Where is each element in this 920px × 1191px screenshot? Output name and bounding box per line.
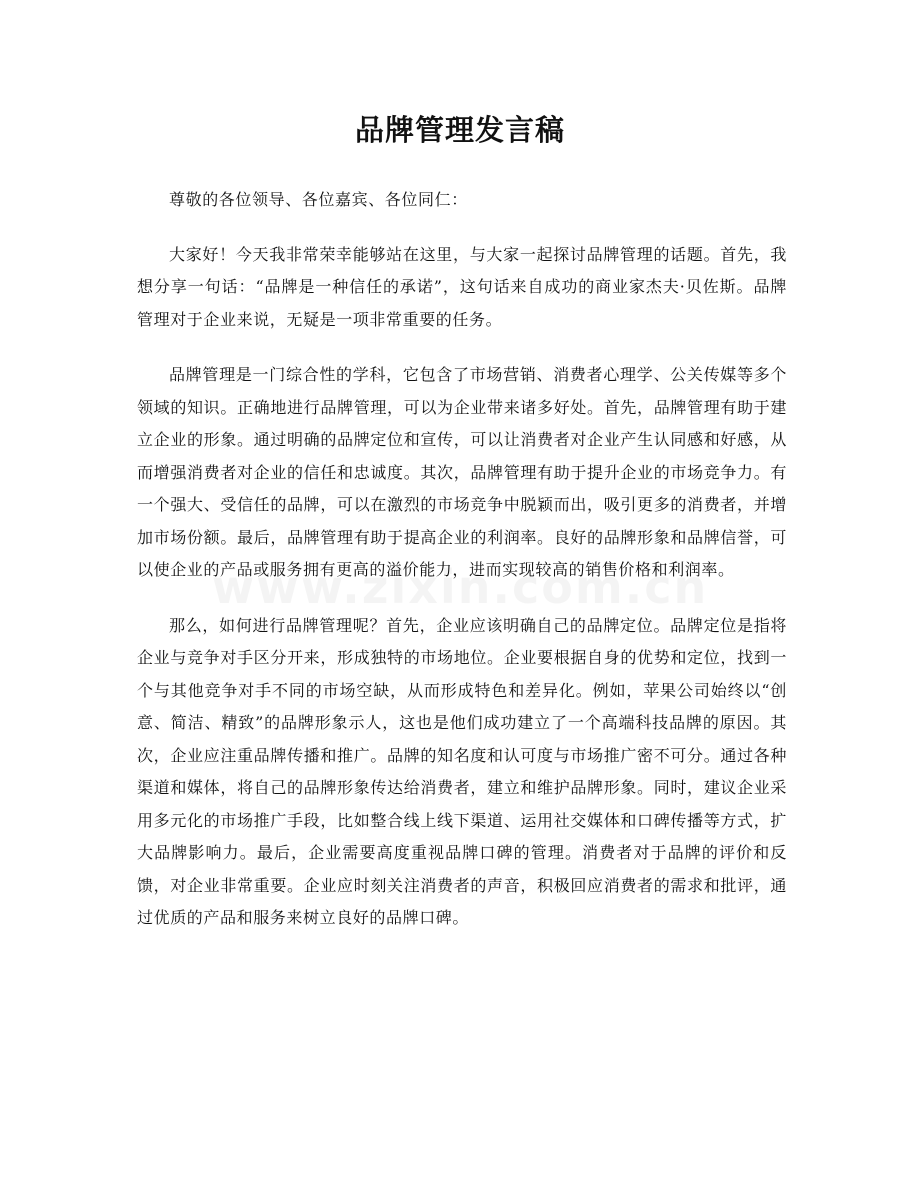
paragraph-methods: 那么，如何进行品牌管理呢？首先，企业应该明确自己的品牌定位。品牌定位是指将企业与竞争对手区分开来，形成独特的市场地位。企业要根据自身的优势和定位，找到一个与其他竞争对手不同的市场空缺，从而形成特色和差异化。例如，苹果公司始终以“创意、简洁、精致”的品牌形象示人，这也是他们成功建立了一个高端科技品牌的原因。其次，企业应注重品牌传播和推广。品牌的知名度和认可度与市场推广密不可分。通过各种渠道和媒体，将自己的品牌形象传达给消费者，建立和维护品牌形象。同时，建议企业采用多元化的市场推广手段，比如整合线上线下渠道、运用社交媒体和口碑传播等方式，扩大品牌影响力。最后，企业需要高度重视品牌口碑的管理。消费者对于品牌的评价和反馈，对企业非常重要。企业应时刻关注消费者的声音，积极回应消费者的需求和批评，通过优质的产品和服务来树立良好的品牌口碑。 [137,615,787,927]
salutation: 尊敬的各位领导、各位嘉宾、各位同仁： [169,190,468,209]
page-title: 品牌管理发言稿 [354,113,565,147]
document-body [137,184,787,958]
paragraph-benefits: 品牌管理是一门综合性的学科，它包含了市场营销、消费者心理学、公关传媒等多个领域的知识。正确地进行品牌管理，可以为企业带来诸多好处。首先，品牌管理有助于建立企业的形象。通过明确的品牌定位和宣传，可以让消费者对企业产生认同感和好感，从而增强消费者对企业的信任和忠诚度。其次，品牌管理有助于提升企业的市场竞争力。有一个强大、受信任的品牌，可以在激烈的市场竞争中脱颖而出，吸引更多的消费者，并增加市场份额。最后，品牌管理有助于提高企业的利润率。良好的品牌形象和品牌信誉，可以使企业的产品或服务拥有更高的溢价能力，进而实现较高的销售价格和利润率。 [137,365,787,579]
paragraph-intro: 大家好！今天我非常荣幸能够站在这里，与大家一起探讨品牌管理的话题。首先，我想分享一句话：“品牌是一种信任的承诺”，这句话来自成功的商业家杰夫·贝佐斯。品牌管理对于企业来说，无疑是一项非常重要的任务。 [137,244,787,329]
